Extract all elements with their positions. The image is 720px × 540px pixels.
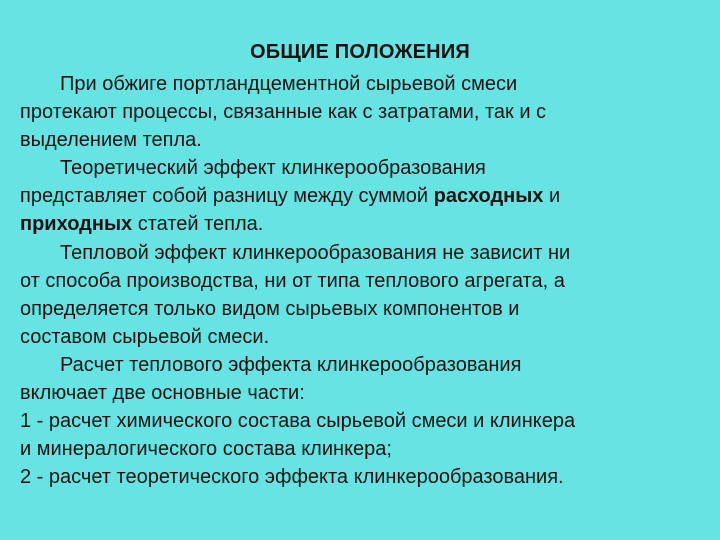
list-item: 2 - расчет теоретического эффекта клинкерообразования. — [20, 466, 564, 489]
body-text — [20, 70, 710, 491]
text-line: выделением тепла. — [20, 129, 202, 152]
text-line: Тепловой эффект клинкерообразования не зависит ни — [60, 241, 571, 264]
text-line: При обжиге портландцементной сырьевой смеси — [60, 73, 518, 95]
text-segment: представляет собой разницу между суммой — [20, 185, 429, 208]
list-item-continuation: и минералогического состава клинкера; — [20, 438, 392, 461]
text-line: от способа производства, ни от типа теплового агрегата, а — [20, 269, 565, 292]
text-line — [20, 210, 710, 238]
text-segment: статей тепла. — [137, 213, 264, 236]
text-line: Теоретический эффект клинкерообразования — [60, 157, 486, 180]
text-line: составом сырьевой смеси. — [20, 325, 270, 348]
text-line: включает две основные части: — [20, 382, 305, 405]
text-segment: и — [549, 185, 561, 208]
list-item: 1 - расчет химического состава сырьевой смеси и клинкера — [20, 410, 576, 433]
page-title: ОБЩИЕ ПОЛОЖЕНИЯ — [250, 41, 470, 63]
bold-term-expense: расходных — [433, 185, 544, 208]
bold-term-income: приходных — [20, 213, 133, 236]
text-line: определяется только видом сырьевых компонентов и — [20, 297, 520, 320]
text-line: протекают процессы, связанные как с затратами, так и с — [20, 101, 547, 124]
text-line — [20, 182, 710, 210]
text-line: Расчет теплового эффекта клинкерообразования — [60, 353, 522, 376]
